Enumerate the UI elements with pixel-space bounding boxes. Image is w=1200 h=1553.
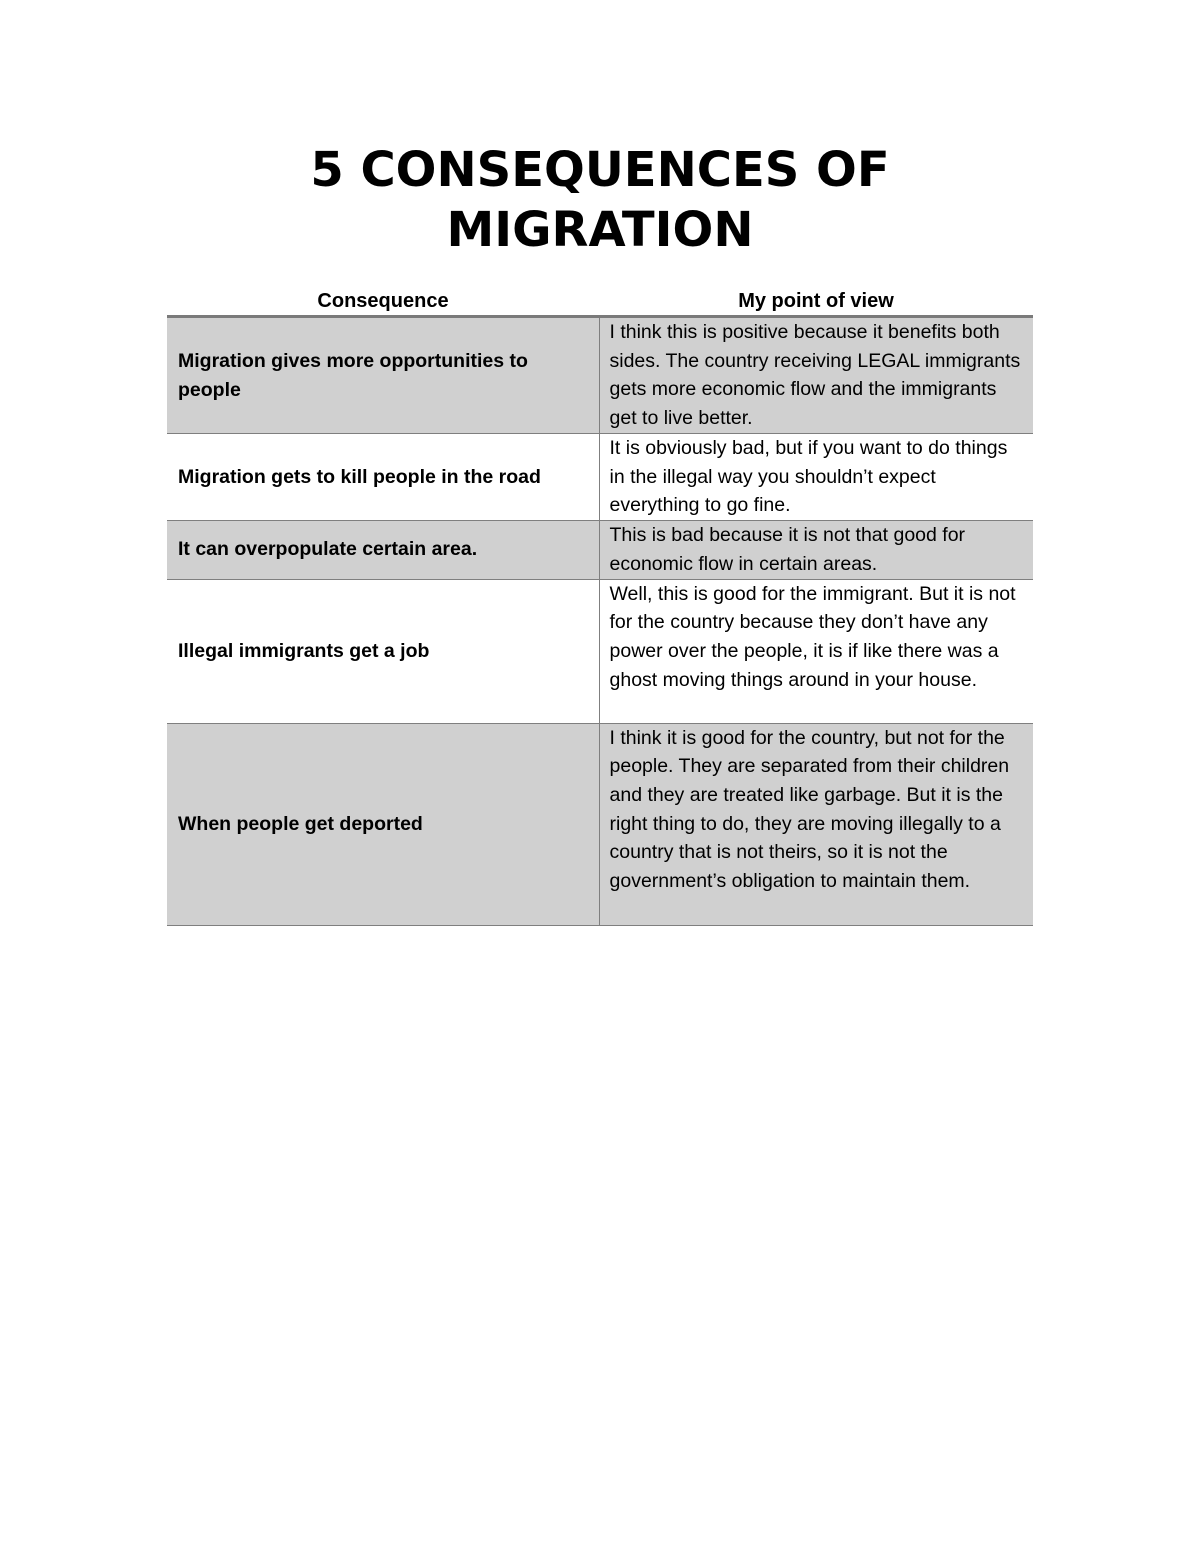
consequence-cell: It can overpopulate certain area. [167, 521, 599, 579]
point-of-view-cell: It is obviously bad, but if you want to do things in the illegal way you shouldn’t expect everything to go fine. [599, 434, 1033, 521]
point-of-view-cell: I think this is positive because it benefits both sides. The country receiving LEGAL immigrants gets more economic flow and the immigrants get to live better. [599, 317, 1033, 434]
point-of-view-cell: Well, this is good for the immigrant. But it is not for the country because they don’t have any power over the people, it is if like there was a ghost moving things around in your house. [599, 579, 1033, 723]
consequence-cell: Illegal immigrants get a job [167, 579, 599, 723]
table-header-row [167, 286, 1033, 317]
table-row [167, 579, 1033, 723]
table-row [167, 434, 1033, 521]
consequence-cell: When people get deported [167, 723, 599, 925]
table-row [167, 521, 1033, 579]
point-of-view-cell: This is bad because it is not that good for economic flow in certain areas. [599, 521, 1033, 579]
header-point-of-view: My point of view [599, 286, 1033, 317]
point-of-view-cell: I think it is good for the country, but not for the people. They are separated from their children and they are treated like garbage. But it is the right thing to do, they are moving illegally to a country that is not theirs, so it is not the government’s obligation to maintain them. [599, 723, 1033, 925]
table-row [167, 317, 1033, 434]
consequences-table-container [167, 286, 1033, 926]
consequence-cell: Migration gets to kill people in the road [167, 434, 599, 521]
consequence-cell: Migration gives more opportunities to people [167, 317, 599, 434]
document-title: 5 CONSEQUENCES OF MIGRATION [310, 142, 890, 258]
table-row [167, 723, 1033, 925]
consequences-table [167, 286, 1033, 926]
header-consequence: Consequence [167, 286, 599, 317]
